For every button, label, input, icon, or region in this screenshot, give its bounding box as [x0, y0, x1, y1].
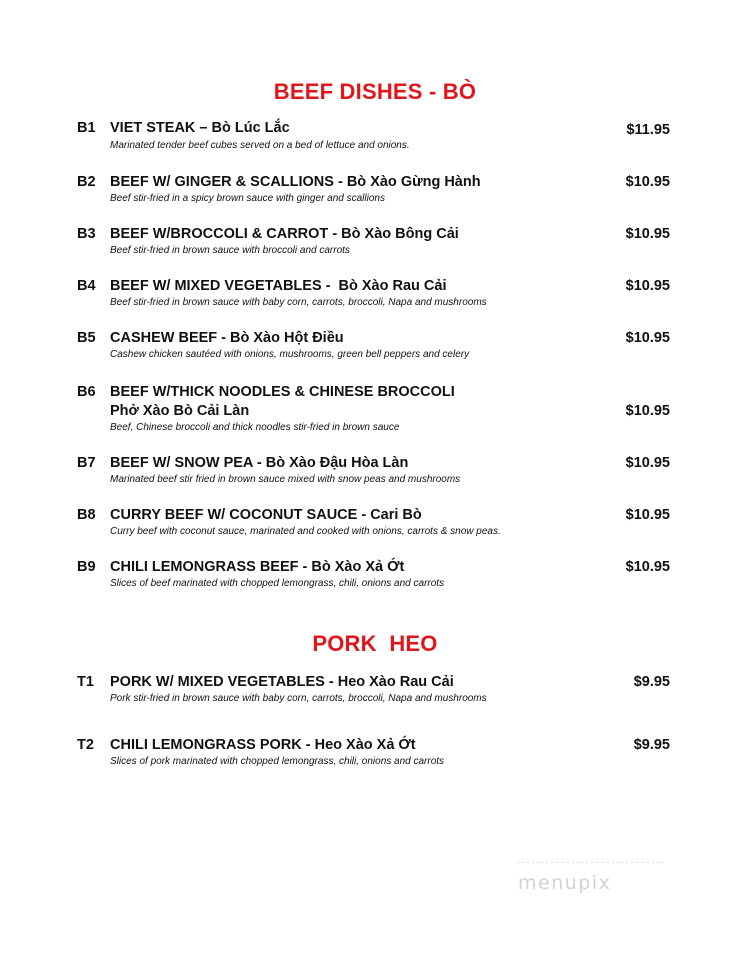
item-price: $10.95 — [625, 330, 670, 346]
item-description: Beef stir-fried in a spicy brown sauce with ginger and scallions — [110, 193, 385, 204]
item-price: $9.95 — [633, 674, 670, 690]
item-description: Marinated tender beef cubes served on a bed of lettuce and onions. — [110, 140, 410, 151]
item-description: Beef stir-fried in brown sauce with baby corn, carrots, broccoli, Napa and mushrooms — [110, 297, 487, 308]
beef-section-title: BEEF DISHES - BÒ — [273, 79, 477, 104]
item-code: T2 — [77, 737, 94, 753]
item-description: Curry beef with coconut sauce, marinated and cooked with onions, carrots & snow peas. — [110, 526, 501, 537]
item-price: $10.95 — [625, 507, 670, 523]
item-name: VIET STEAK – Bò Lúc Lắc — [110, 120, 290, 136]
item-description: Slices of pork marinated with chopped lemongrass, chili, onions and carrots — [110, 756, 445, 767]
item-description: Pork stir-fried in brown sauce with baby corn, carrots, broccoli, Napa and mushrooms — [110, 693, 487, 704]
watermark-logo-text: menupix — [518, 872, 612, 894]
item-name: BEEF W/ SNOW PEA - Bò Xào Đậu Hòa Làn — [110, 455, 409, 471]
item-code: B2 — [77, 174, 96, 190]
watermark-divider — [516, 862, 664, 863]
item-description: Beef, Chinese broccoli and thick noodles stir-fried in brown sauce — [110, 422, 400, 433]
item-price: $10.95 — [625, 226, 670, 242]
item-description: Beef stir-fried in brown sauce with broccoli and carrots — [110, 245, 350, 256]
item-code: B7 — [77, 455, 96, 471]
item-price: $10.95 — [625, 559, 670, 575]
item-code: B4 — [77, 278, 96, 294]
item-price: $10.95 — [625, 403, 670, 419]
item-description: Slices of beef marinated with chopped lemongrass, chili, onions and carrots — [110, 578, 445, 589]
item-price: $9.95 — [633, 737, 670, 753]
item-code: B6 — [77, 384, 96, 400]
item-name-vietnamese: Phở Xào Bò Cải Làn — [110, 403, 250, 419]
item-name: CURRY BEEF W/ COCONUT SAUCE - Cari Bò — [110, 507, 422, 523]
item-price: $10.95 — [625, 174, 670, 190]
item-name: CHILI LEMONGRASS BEEF - Bò Xào Xả Ớt — [110, 559, 405, 575]
item-code: B5 — [77, 330, 96, 346]
item-price: $10.95 — [625, 455, 670, 471]
item-description: Marinated beef stir fried in brown sauce mixed with snow peas and mushrooms — [110, 474, 461, 485]
item-code: T1 — [77, 674, 94, 690]
pork-section-title: PORK HEO — [312, 631, 438, 656]
item-description: Cashew chicken sautéed with onions, mushrooms, green bell peppers and celery — [110, 349, 470, 360]
item-price: $11.95 — [626, 122, 670, 138]
item-price: $10.95 — [625, 278, 670, 294]
menupix-watermark — [512, 860, 662, 910]
item-name: BEEF W/BROCCOLI & CARROT - Bò Xào Bông Cải — [110, 226, 459, 242]
item-name: BEEF W/ MIXED VEGETABLES - Bò Xào Rau Cải — [110, 278, 447, 294]
item-code: B1 — [77, 120, 96, 136]
item-name: CHILI LEMONGRASS PORK - Heo Xào Xả Ớt — [110, 737, 416, 753]
item-code: B9 — [77, 559, 96, 575]
item-code: B3 — [77, 226, 96, 242]
item-name: BEEF W/THICK NOODLES & CHINESE BROCCOLI — [110, 384, 455, 400]
item-name: CASHEW BEEF - Bò Xào Hột Điều — [110, 330, 344, 346]
item-name: BEEF W/ GINGER & SCALLIONS - Bò Xào Gừng Hành — [110, 174, 481, 190]
item-name: PORK W/ MIXED VEGETABLES - Heo Xào Rau Cải — [110, 674, 454, 690]
item-code: B8 — [77, 507, 96, 523]
